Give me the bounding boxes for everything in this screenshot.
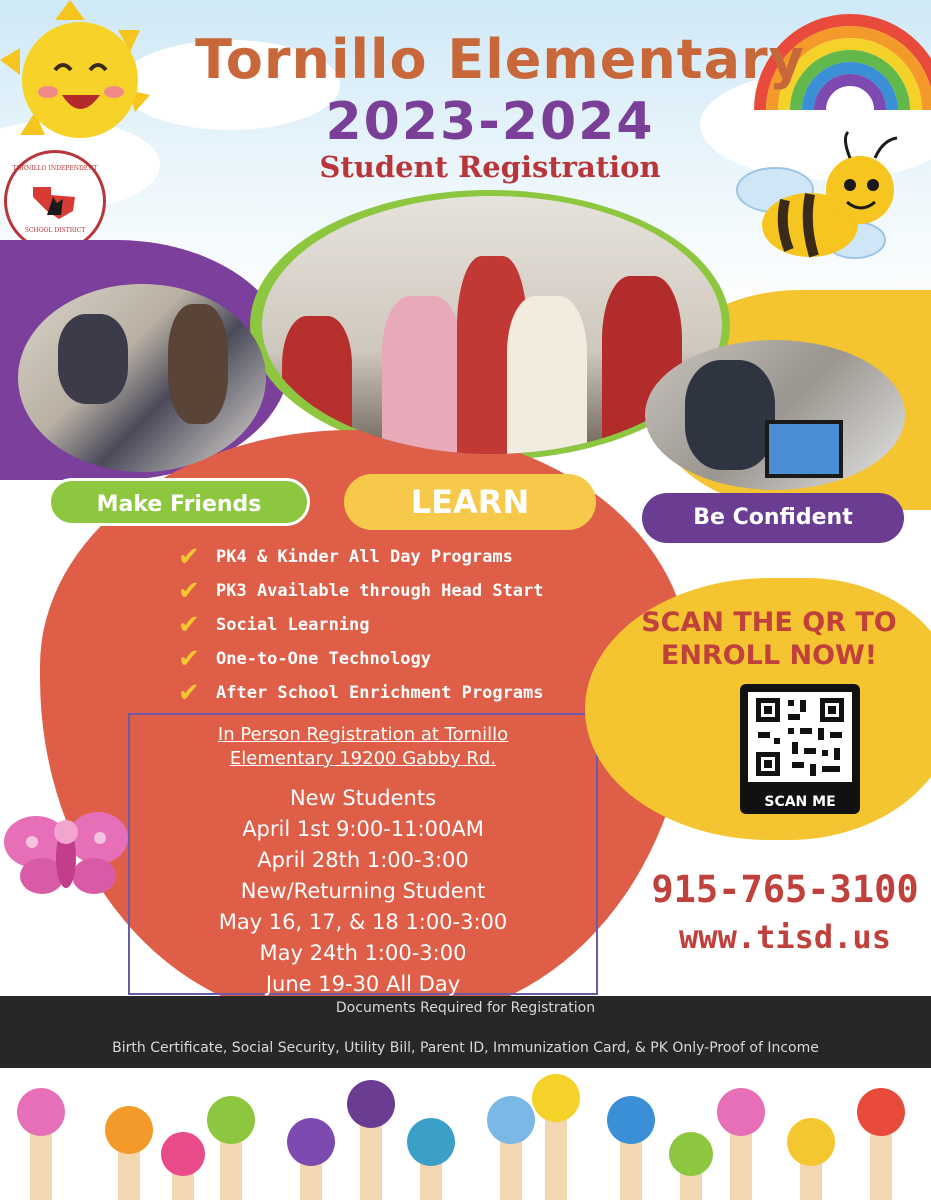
school-title: Tornillo Elementary: [195, 28, 805, 91]
list-item: ✔ One-to-One Technology: [178, 644, 431, 674]
registration-info-box: [128, 713, 598, 995]
schedule-line: New/Returning Student: [240, 879, 486, 903]
qr-code[interactable]: [740, 684, 860, 814]
painted-hands-border: [0, 1068, 931, 1200]
list-item: ✔ Social Learning: [178, 610, 370, 640]
scan-me-label: SCAN ME: [764, 794, 836, 810]
website-link[interactable]: www.tisd.us: [679, 918, 891, 956]
registration-location: In Person Registration at Tornillo Elementary 19200 Gabby Rd.: [217, 724, 509, 769]
qr-code-icon: [748, 692, 852, 782]
required-documents-band: [0, 996, 931, 1068]
learn-pill: LEARN: [344, 474, 596, 530]
list-item: ✔ After School Enrichment Programs: [178, 678, 544, 708]
documents-title: Documents Required for Registration: [335, 1000, 596, 1016]
sun-illustration: [0, 0, 170, 150]
schedule-line: May 24th 1:00-3:00: [259, 941, 467, 965]
district-logo: TORNILLO INDEPENDENT SCHOOL DISTRICT: [4, 150, 106, 252]
registration-subtitle: Student Registration: [319, 150, 661, 184]
checkmark-icon: ✔: [178, 576, 200, 606]
texas-wolf-icon: [29, 181, 81, 221]
list-item: ✔ PK4 & Kinder All Day Programs: [178, 542, 513, 572]
checkmark-icon: ✔: [178, 678, 200, 708]
schedule-line: May 16, 17, & 18 1:00-3:00: [218, 910, 508, 934]
schedule-line: New Students: [289, 786, 437, 810]
schedule-line: June 19-30 All Day: [265, 972, 461, 996]
phone-number[interactable]: 915-765-3100: [651, 868, 919, 911]
be-confident-pill: Be Confident: [642, 493, 904, 543]
classroom-photo-left: [18, 284, 266, 472]
checkmark-icon: ✔: [178, 542, 200, 572]
schedule-line: April 1st 9:00-11:00AM: [242, 817, 484, 841]
schedule-line: April 28th 1:00-3:00: [257, 848, 469, 872]
scan-qr-callout: SCAN THE QR TO ENROLL NOW!: [641, 607, 897, 671]
make-friends-pill: Make Friends: [48, 478, 310, 526]
checkmark-icon: ✔: [178, 644, 200, 674]
technology-photo: [645, 340, 905, 490]
documents-list: Birth Certificate, Social Security, Utility Bill, Parent ID, Immunization Card, & PK Only-Proof of Income: [112, 1040, 819, 1056]
checkmark-icon: ✔: [178, 610, 200, 640]
bee-illustration: [735, 130, 915, 280]
registration-schedule: [130, 783, 596, 1000]
butterfly-illustration: [2, 806, 130, 898]
school-year: 2023-2024: [325, 92, 655, 152]
feature-checklist: [178, 540, 598, 710]
list-item: ✔ PK3 Available through Head Start: [178, 576, 544, 606]
painted-hands-illustration: [0, 1068, 931, 1200]
